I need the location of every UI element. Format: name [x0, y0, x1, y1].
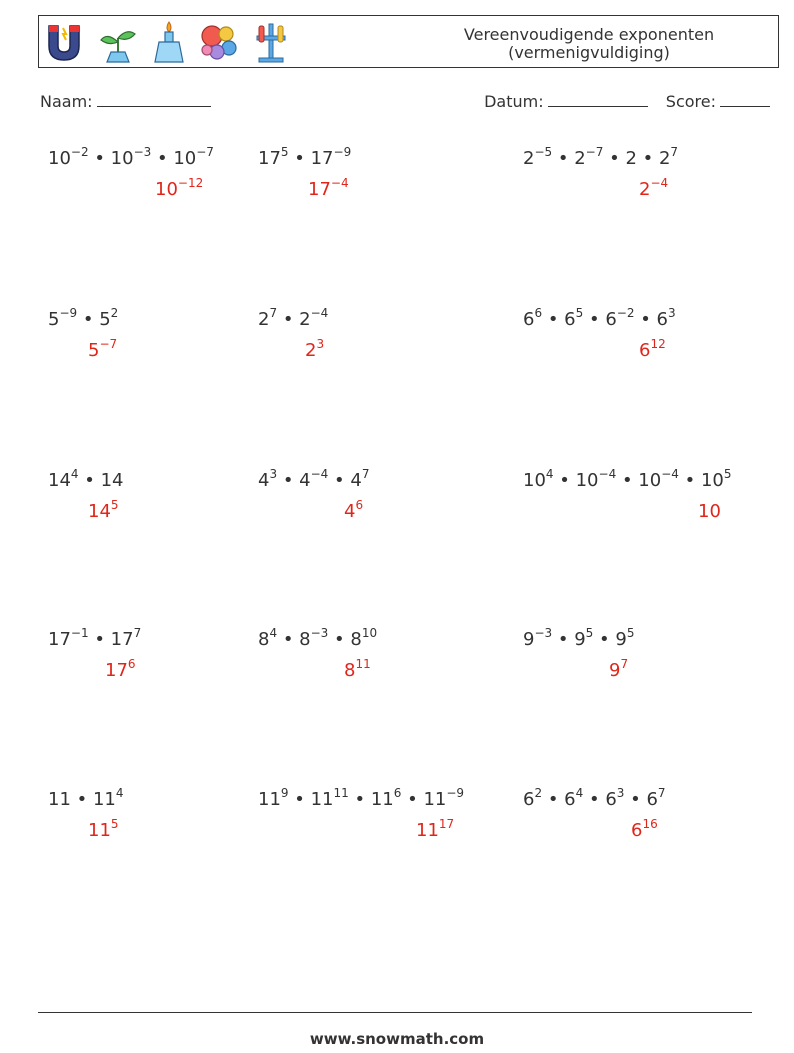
problem-expression — [258, 786, 465, 810]
problem-term — [605, 306, 635, 330]
answer-term-base: 6 — [639, 340, 651, 361]
answer-term-base: 10 — [155, 179, 178, 200]
problem-term-exponent: 5 — [626, 626, 635, 640]
answer — [609, 657, 629, 681]
answer — [344, 498, 364, 522]
problem-expression — [523, 786, 666, 810]
problem-term-exponent: 2 — [110, 306, 119, 320]
problem-term-base: 11 — [258, 789, 281, 810]
problem-term-base: 4 — [350, 470, 362, 491]
problem-term — [110, 626, 142, 650]
title-line-1: Vereenvoudigende exponenten — [463, 25, 715, 44]
problem-term — [92, 786, 124, 810]
multiply-dot: • — [277, 629, 300, 650]
problem-term-exponent: 4 — [115, 786, 124, 800]
multiply-dot: • — [78, 470, 101, 491]
worksheet-header — [38, 15, 779, 68]
problem-term — [258, 786, 289, 810]
problem-term-exponent: 7 — [657, 786, 666, 800]
answer-term-exponent: −7 — [99, 337, 118, 351]
problem-term-base: 14 — [48, 470, 71, 491]
problem-term — [575, 467, 617, 491]
multiply-dot: • — [77, 309, 100, 330]
problem-term-exponent: −7 — [585, 145, 604, 159]
answer-term-base: 11 — [88, 820, 111, 841]
date-score-field — [484, 92, 770, 111]
problem-term — [574, 626, 594, 650]
answer-term — [305, 337, 325, 361]
multiply-dot: • — [583, 309, 606, 330]
problem-term — [101, 470, 124, 491]
plant-flask-icon — [97, 20, 139, 64]
problem-term — [574, 145, 604, 169]
problem-term-exponent: −9 — [446, 786, 465, 800]
problem-term-base: 10 — [575, 470, 599, 491]
problem-term-base: 5 — [99, 309, 111, 330]
problem-term-exponent: 9 — [280, 786, 289, 800]
multiply-dot: • — [542, 789, 565, 810]
multiply-dot: • — [553, 470, 576, 491]
problem-term-exponent: 3 — [269, 467, 278, 481]
multiply-dot: • — [542, 309, 565, 330]
name-field — [40, 92, 211, 111]
problem-term-exponent: 4 — [269, 626, 278, 640]
problem-expression — [258, 306, 329, 330]
multiply-dot: • — [624, 789, 647, 810]
answer-term-base: 17 — [308, 179, 331, 200]
answer-term — [344, 498, 364, 522]
problem-term-base: 11 — [92, 789, 116, 810]
problem-term-exponent: 4 — [545, 467, 554, 481]
problem-term — [638, 467, 679, 491]
problem-term-exponent: 11 — [333, 786, 349, 800]
problem-term-base: 11 — [310, 789, 334, 810]
answer-term — [308, 176, 349, 200]
problem-term-base: 8 — [299, 629, 311, 650]
problem-term-exponent: −7 — [196, 145, 214, 159]
problem-term-base: 6 — [605, 789, 617, 810]
multiply-dot: • — [88, 148, 111, 169]
problem-term — [658, 145, 679, 169]
problem-term-exponent: 6 — [534, 306, 543, 320]
problem-term-base: 17 — [48, 629, 71, 650]
problem-term-base: 17 — [110, 629, 134, 650]
problem-expression — [258, 626, 378, 650]
answer-term-exponent: 6 — [127, 657, 136, 671]
answer-term-exponent: 17 — [438, 817, 455, 831]
problem-term-base: 4 — [299, 470, 311, 491]
problem-term-exponent: −1 — [70, 626, 89, 640]
problem-term-exponent: 3 — [667, 306, 676, 320]
problem-term — [258, 306, 278, 330]
problem-term-base: 2 — [258, 309, 270, 330]
magnet-icon — [45, 22, 83, 62]
problem-term — [564, 786, 584, 810]
answer-term-exponent: 3 — [316, 337, 325, 351]
problem-term-base: 6 — [564, 789, 576, 810]
molecule-icon — [199, 22, 239, 62]
name-blank[interactable] — [97, 93, 211, 107]
answer-term-base: 4 — [344, 501, 356, 522]
problem-term — [110, 145, 152, 169]
answer-term-base: 2 — [305, 340, 317, 361]
problem-term — [299, 467, 329, 491]
problem-term-exponent: 7 — [361, 467, 370, 481]
answer — [639, 337, 666, 361]
answer-term-exponent: 5 — [110, 498, 119, 512]
answer-term-exponent: 5 — [110, 817, 119, 831]
answer-term — [698, 501, 721, 522]
answer — [308, 176, 349, 200]
problem-term-base: 4 — [258, 470, 270, 491]
answer-term-exponent: 16 — [642, 817, 658, 831]
date-blank[interactable] — [548, 93, 648, 107]
problem-term — [523, 786, 543, 810]
problem-term — [99, 306, 119, 330]
problem-term-base: 2 — [574, 148, 586, 169]
problem-term-base: 6 — [605, 309, 617, 330]
problem-term — [523, 467, 554, 491]
multiply-dot: • — [634, 309, 657, 330]
answer — [639, 176, 669, 200]
problem-term-exponent: −3 — [133, 145, 152, 159]
answer — [698, 501, 721, 522]
problem-term-exponent: −9 — [59, 306, 78, 320]
problem-term-base: 6 — [523, 789, 535, 810]
answer-term-base: 11 — [416, 820, 439, 841]
problem-term — [173, 145, 214, 169]
problem-expression — [523, 467, 732, 491]
problem-term-base: 2 — [299, 309, 311, 330]
date-label: Datum: — [484, 92, 544, 111]
answer — [88, 337, 118, 361]
answer — [155, 176, 204, 200]
problem-expression — [258, 467, 370, 491]
problem-term — [310, 786, 349, 810]
multiply-dot: • — [603, 148, 626, 169]
answer-term — [88, 337, 118, 361]
multiply-dot: • — [401, 789, 424, 810]
problem-term-base: 10 — [110, 148, 134, 169]
problem-term-exponent: −4 — [310, 306, 329, 320]
answer-term-exponent: 6 — [355, 498, 364, 512]
footer-rule — [38, 1012, 752, 1013]
problem-term — [523, 626, 553, 650]
problem-term-base: 10 — [48, 148, 71, 169]
problem-term-base: 10 — [700, 470, 724, 491]
header-icons — [45, 20, 289, 64]
problem-term-base: 8 — [350, 629, 362, 650]
problem-term-exponent: 5 — [575, 306, 584, 320]
multiply-dot: • — [593, 629, 616, 650]
problem-term-base: 8 — [258, 629, 270, 650]
multiply-dot: • — [678, 470, 701, 491]
answer-term-base: 6 — [631, 820, 643, 841]
problem-term-base: 11 — [423, 789, 447, 810]
answer — [416, 817, 455, 841]
multiply-dot: • — [277, 309, 300, 330]
answer — [105, 657, 136, 681]
problem-term — [258, 145, 289, 169]
problem-term-base: 2 — [523, 148, 535, 169]
answer-term — [639, 176, 669, 200]
problem-term-exponent: −4 — [598, 467, 617, 481]
problem-term-exponent: −9 — [333, 145, 352, 159]
answer-term — [155, 176, 204, 200]
answer-term-base: 17 — [105, 660, 128, 681]
worksheet-title — [439, 26, 739, 62]
problem-term-base: 2 — [658, 148, 671, 169]
problem-expression — [523, 626, 635, 650]
answer — [305, 337, 325, 361]
problem-term-exponent: −4 — [310, 467, 329, 481]
answer — [631, 817, 658, 841]
problem-term-base: 10 — [523, 470, 546, 491]
problem-term — [423, 786, 465, 810]
problem-term — [370, 786, 402, 810]
problem-expression — [48, 626, 142, 650]
problem-term-exponent: 7 — [133, 626, 142, 640]
multiply-dot: • — [552, 629, 575, 650]
problem-term — [700, 467, 732, 491]
answer-term-base: 2 — [639, 179, 651, 200]
problem-expression — [48, 786, 124, 810]
problem-term — [615, 626, 635, 650]
problem-term-base: 17 — [258, 148, 281, 169]
answer-term-exponent: 7 — [620, 657, 629, 671]
answer-term-exponent: −4 — [650, 176, 669, 190]
problem-term-exponent: 10 — [361, 626, 378, 640]
title-line-2: (vermenigvuldiging) — [508, 43, 670, 62]
problem-term — [523, 306, 543, 330]
problem-term — [646, 786, 666, 810]
problem-term — [350, 467, 370, 491]
answer-term-exponent: −4 — [330, 176, 349, 190]
problem-term-exponent: −4 — [661, 467, 679, 481]
multiply-dot: • — [636, 148, 659, 169]
test-tube-rack-icon — [253, 20, 289, 64]
problem-term-base: 10 — [173, 148, 197, 169]
problem-term-base: 14 — [100, 470, 124, 491]
answer-term-base: 5 — [88, 340, 100, 361]
problem-expression — [48, 145, 214, 169]
problem-term-exponent: 3 — [616, 786, 625, 800]
problem-term — [523, 145, 553, 169]
problem-term-base: 9 — [523, 629, 535, 650]
multiply-dot: • — [88, 629, 111, 650]
answer — [88, 817, 119, 841]
problem-term-base: 6 — [646, 789, 658, 810]
problem-term — [564, 306, 584, 330]
answer — [344, 657, 371, 681]
problem-term-base: 11 — [370, 789, 394, 810]
problem-expression — [258, 145, 352, 169]
multiply-dot: • — [328, 629, 351, 650]
problem-term — [299, 306, 329, 330]
problem-term-exponent: 5 — [280, 145, 289, 159]
problem-term-exponent: 7 — [269, 306, 278, 320]
problem-term — [350, 626, 378, 650]
score-blank[interactable] — [720, 93, 770, 107]
problem-term-exponent: 6 — [393, 786, 402, 800]
multiply-dot: • — [151, 148, 174, 169]
multiply-dot: • — [616, 470, 639, 491]
answer-term — [631, 817, 658, 841]
answer-term-base: 10 — [698, 501, 721, 522]
problem-term — [258, 626, 278, 650]
problem-term — [48, 626, 89, 650]
problem-term — [625, 148, 636, 169]
problem-term-exponent: −3 — [310, 626, 329, 640]
problem-term — [299, 626, 329, 650]
problem-term-base: 17 — [310, 148, 334, 169]
problem-term — [48, 145, 89, 169]
problem-term-base: 9 — [615, 629, 627, 650]
multiply-dot: • — [348, 789, 371, 810]
problem-term — [605, 786, 625, 810]
problem-term-base: 6 — [656, 309, 668, 330]
answer-term — [639, 337, 666, 361]
multiply-dot: • — [288, 789, 311, 810]
multiply-dot: • — [552, 148, 575, 169]
problem-expression — [48, 306, 119, 330]
multiply-dot: • — [328, 470, 351, 491]
problem-term-base: 6 — [564, 309, 576, 330]
problem-term-exponent: 4 — [575, 786, 584, 800]
problem-term-base: 6 — [523, 309, 535, 330]
problem-expression — [523, 145, 679, 169]
problem-term-exponent: −2 — [70, 145, 89, 159]
problem-term-exponent: 2 — [534, 786, 543, 800]
answer-term-exponent: −12 — [177, 176, 204, 190]
multiply-dot: • — [70, 789, 93, 810]
problem-term-exponent: 5 — [723, 467, 732, 481]
name-label: Naam: — [40, 92, 93, 111]
problem-term-base: 9 — [574, 629, 586, 650]
problem-term — [258, 467, 278, 491]
score-label: Score: — [665, 92, 716, 111]
answer-term-base: 8 — [344, 660, 356, 681]
answer — [88, 498, 119, 522]
problem-expression — [523, 306, 676, 330]
problem-term-base: 2 — [625, 148, 637, 169]
answer-term-exponent: 11 — [355, 657, 371, 671]
answer-term — [609, 657, 629, 681]
problem-term — [48, 467, 79, 491]
answer-term — [416, 817, 455, 841]
multiply-dot: • — [583, 789, 606, 810]
multiply-dot: • — [288, 148, 311, 169]
problem-term — [48, 306, 78, 330]
answer-term — [88, 498, 119, 522]
problem-term-exponent: −3 — [534, 626, 553, 640]
multiply-dot: • — [277, 470, 300, 491]
problem-term-base: 5 — [48, 309, 60, 330]
footer-url: www.snowmath.com — [309, 1030, 485, 1048]
problem-term-base: 11 — [48, 789, 71, 810]
answer-term-base: 14 — [88, 501, 111, 522]
problem-term-exponent: 7 — [670, 145, 679, 159]
problem-term-exponent: 5 — [585, 626, 594, 640]
answer-term — [344, 657, 371, 681]
problem-term-base: 10 — [638, 470, 662, 491]
problem-term-exponent: −2 — [616, 306, 635, 320]
problem-term — [48, 789, 71, 810]
problem-term — [310, 145, 352, 169]
answer-term — [88, 817, 119, 841]
answer-term-exponent: 12 — [650, 337, 666, 351]
problem-term — [656, 306, 676, 330]
problem-expression — [48, 467, 124, 491]
answer-term — [105, 657, 136, 681]
answer-term-base: 9 — [609, 660, 621, 681]
problem-term-exponent: 4 — [70, 467, 79, 481]
problem-term-exponent: −5 — [534, 145, 553, 159]
bunsen-burner-icon — [153, 20, 185, 64]
